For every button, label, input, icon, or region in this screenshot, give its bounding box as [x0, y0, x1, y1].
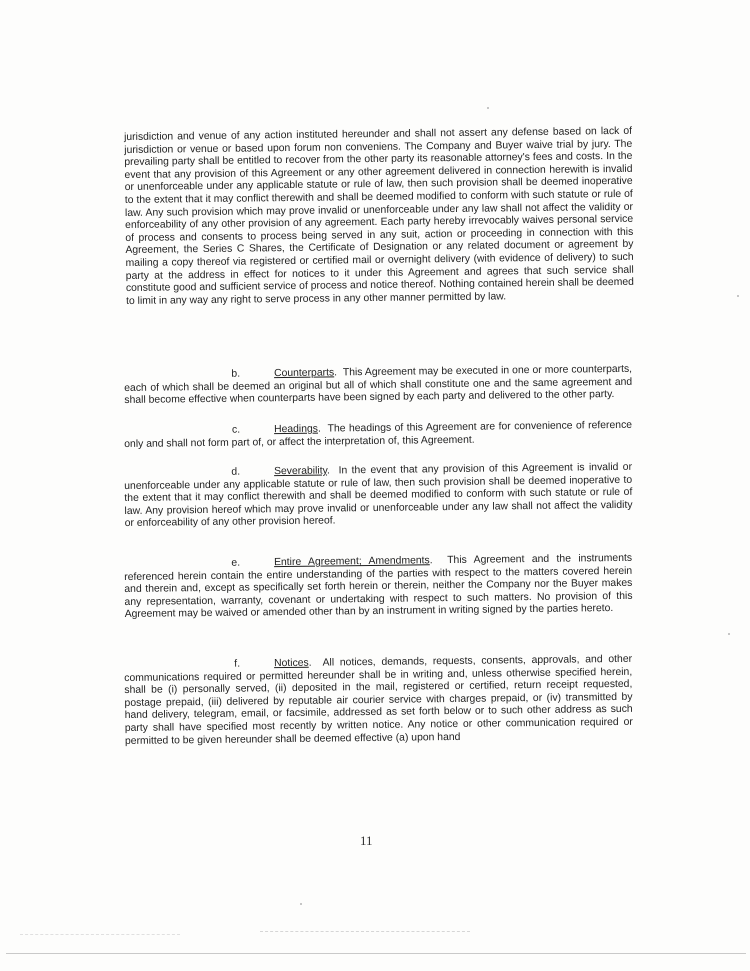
- section-letter: d.: [231, 466, 241, 478]
- scan-speck: [728, 633, 730, 635]
- section-letter: b.: [231, 368, 241, 380]
- intro-paragraph: [124, 126, 634, 309]
- section-body: In the event that any provision of this Agreement is invalid or unenforceable under any applicable statute or rule of law, then such provision shall be deemed inoperative to the extent that it may conflict therewith and shall be deemed modified to conform with such statute or rule of law. Any provision hereof which may prove invalid or unenforceable under any law shall not affect the validity or enforceability of any other provision hereof.: [124, 461, 633, 530]
- section-letter: c.: [231, 424, 241, 436]
- section-heading: Headings: [273, 423, 319, 436]
- section-heading: Entire Agreement; Amendments: [273, 555, 430, 569]
- section-body: This Agreement may be executed in one or more counterparts, each of which shall be deemed an original but all of which shall constitute one and the same agreement and shall become effective when counterparts have been signed by each party and delivered to the other party.: [124, 363, 633, 407]
- section-f: f. Notices. All notices, demands, requests, consents, approvals, and other communications required or permitted hereunder shall be in writing and, unless otherwise specified herein, shall be (i) personally served, (ii) deposited in the mail, registered or certified, return receipt requested, postage prepaid, (iii) delivered by reputable air courier service with charges prepaid, or (iv) transmitted by hand delivery, telegram, email, or facsimile, addressed as set forth below or to such other address as such party shall have specified most recently by written notice. Any notice or other communication required or permitted to be given hereunder shall be deemed effective (a) upon hand: [124, 653, 633, 747]
- section-b: b. Counterparts. This Agreement may be executed in one or more counterparts, each of which shall be deemed an original but all of which shall constitute one and the same agreement and shall become effective when counterparts have been signed by each party and delivered to the other party.: [124, 363, 633, 407]
- scan-speck: [487, 107, 489, 109]
- section-body: This Agreement and the instruments referenced herein contain the entire understanding of the parties with respect to the matters covered herein and therein and, except as specifically set forth herein or therein, neither the Company nor the Buyer makes any representation, warranty, covenant or undertaking with respect to such matters. No provision of this Agreement may be waived or amended other than by an instrument in writing signed by the parties hereto.: [124, 552, 633, 621]
- section-heading: Notices: [273, 657, 309, 670]
- scan-artifact-line: [260, 931, 470, 933]
- section-d: d. Severability. In the event that any provision of this Agreement is invalid or unenforceable under any applicable statute or rule of law, then such provision shall be deemed inoperative to the extent that it may conflict therewith and shall be deemed modified to conform with such statute or rule of law. Any provision hereof which may prove invalid or unenforceable under any law shall not affect the validity or enforceability of any other provision hereof.: [124, 461, 633, 530]
- scan-speck: [300, 903, 302, 905]
- section-e: e. Entire Agreement; Amendments. This Agreement and the instruments referenced herein contain the entire understanding of the parties with respect to the matters covered herein and therein and, except as specifically set forth herein or therein, neither the Company nor the Buyer makes any representation, warranty, covenant or undertaking with respect to such matters. No provision of this Agreement may be waived or amended other than by an instrument in writing signed by the parties hereto.: [124, 552, 633, 621]
- section-heading: Counterparts: [273, 367, 335, 380]
- section-body: All notices, demands, requests, consents, approvals, and other communications required or permitted hereunder shall be in writing and, unless otherwise specified herein, shall be (i) personally served, (ii) deposited in the mail, registered or certified, return receipt requested, postage prepaid, (iii) delivered by reputable air courier service with charges prepaid, or (iv) transmitted by hand delivery, telegram, email, or facsimile, addressed as set forth below or to such other address as such party shall have specified most recently by written notice. Any notice or other communication required or permitted to be given hereunder shall be deemed effective (a) upon hand: [124, 653, 633, 747]
- section-letter: f.: [234, 658, 241, 670]
- scan-artifact-line: [20, 934, 180, 936]
- section-heading: Severability: [273, 465, 328, 478]
- bottom-rule: [6, 953, 746, 954]
- section-letter: e.: [231, 557, 241, 569]
- section-c: c. Headings. The headings of this Agreement are for convenience of reference only and shall not form part of, or affect the interpretation of, this Agreement.: [124, 419, 633, 450]
- scan-speck: [737, 295, 739, 297]
- intro-paragraph-text: jurisdiction and venue of any action instituted hereunder and shall not assert any defense based on lack of jurisdiction or venue or based upon forum non conveniens. The Company and Buyer waive trial by jury. The prevailing party shall be entitled to recover from the other party its reasonable attorney's fees and costs. In the event that any provision of this Agreement or any other agreement delivered in connection herewith is invalid or unenforceable under any applicable statute or rule of law, then such provision shall be deemed inoperative to the extent that it may conflict therewith and shall be deemed modified to conform with such statute or rule of law. Any such provision which may prove invalid or unenforceable under any law shall not affect the validity or enforceability of any other provision of any agreement. Each party hereby irrevocably waives personal service of process and consents to process being served in any suit, action or proceeding in connection with this Agreement, the Series C Shares, the Certificate of Designation or any related document or agreement by mailing a copy thereof via registered or certified mail or overnight delivery (with evidence of delivery) to such party at the address in effect for notices to it under this Agreement and agrees that such service shall constitute good and sufficient service of process and notice thereof. Nothing contained herein shall be deemed to limit in any way any right to serve process in any other manner permitted by law.: [124, 125, 634, 307]
- page-number: 11: [360, 833, 373, 848]
- section-body: The headings of this Agreement are for convenience of reference only and shall not form part of, or affect the interpretation of, this Agreement.: [124, 419, 633, 450]
